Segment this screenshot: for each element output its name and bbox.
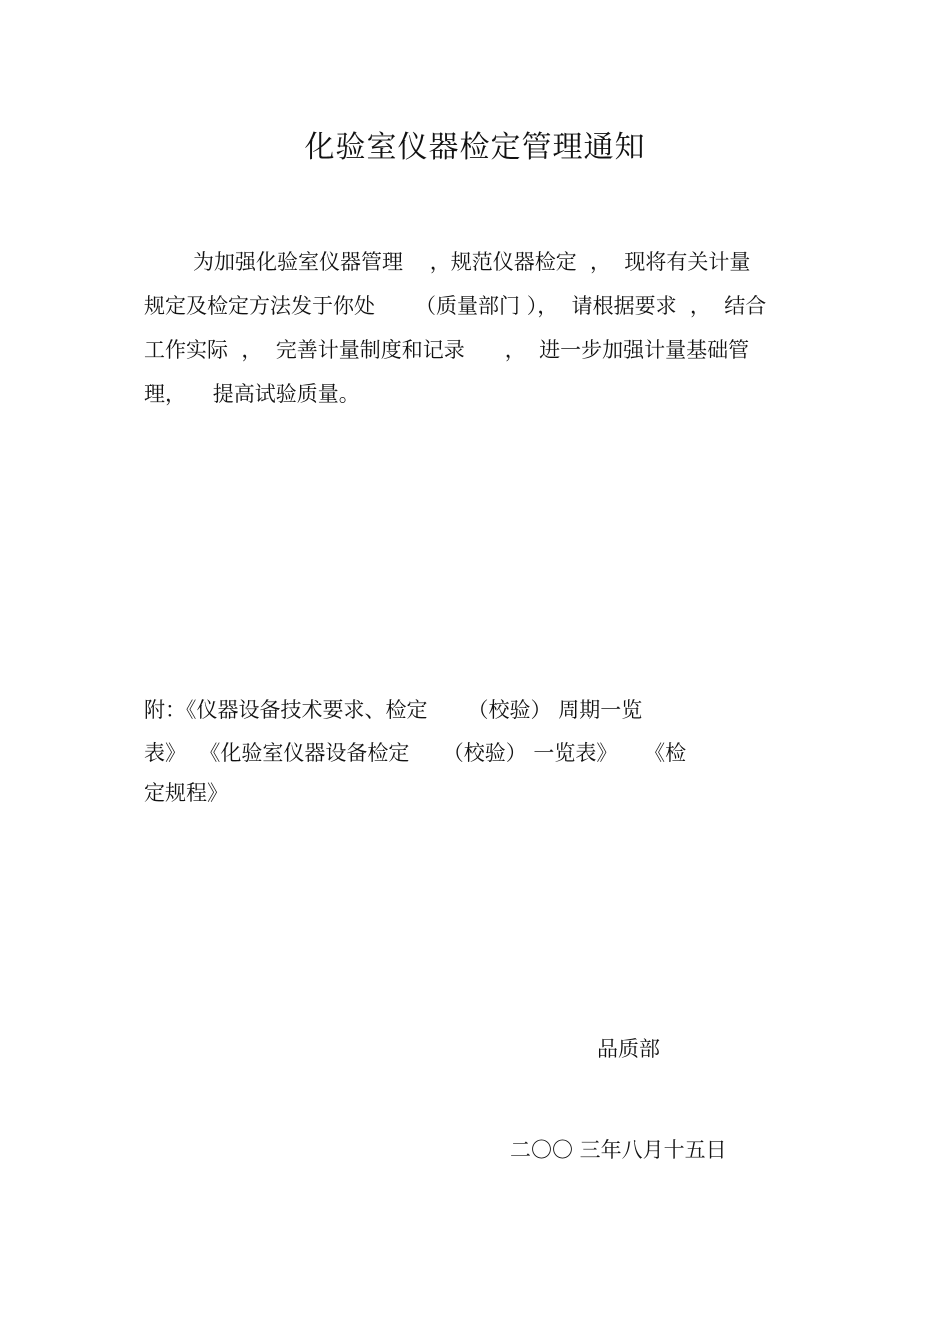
body-line: 理， 提高试验质量。 <box>144 382 360 406</box>
attachment-line: 附：《仪器设备技术要求、检定 （校验） 周期一览 <box>144 698 643 722</box>
attachment-line: 定规程》 <box>144 781 228 805</box>
document-title: 化验室仪器检定管理通知 <box>304 130 646 165</box>
body-line: 为加强化验室仪器管理 ，规范仪器检定 ， 现将有关计量 <box>193 250 751 274</box>
attachment-line: 表》 《化验室仪器设备检定 （校验） 一览表》 《检 <box>144 741 687 765</box>
signer-department: 品质部 <box>597 1037 660 1061</box>
body-line: 工作实际 ， 完善计量制度和记录 ， 进一步加强计量基础管 <box>144 338 750 362</box>
body-line: 规定及检定方法发于你处 （质量部门 ）， 请根据要求 ， 结合 <box>144 294 767 318</box>
document-date: 二〇〇 三年八月十五日 <box>510 1138 727 1162</box>
